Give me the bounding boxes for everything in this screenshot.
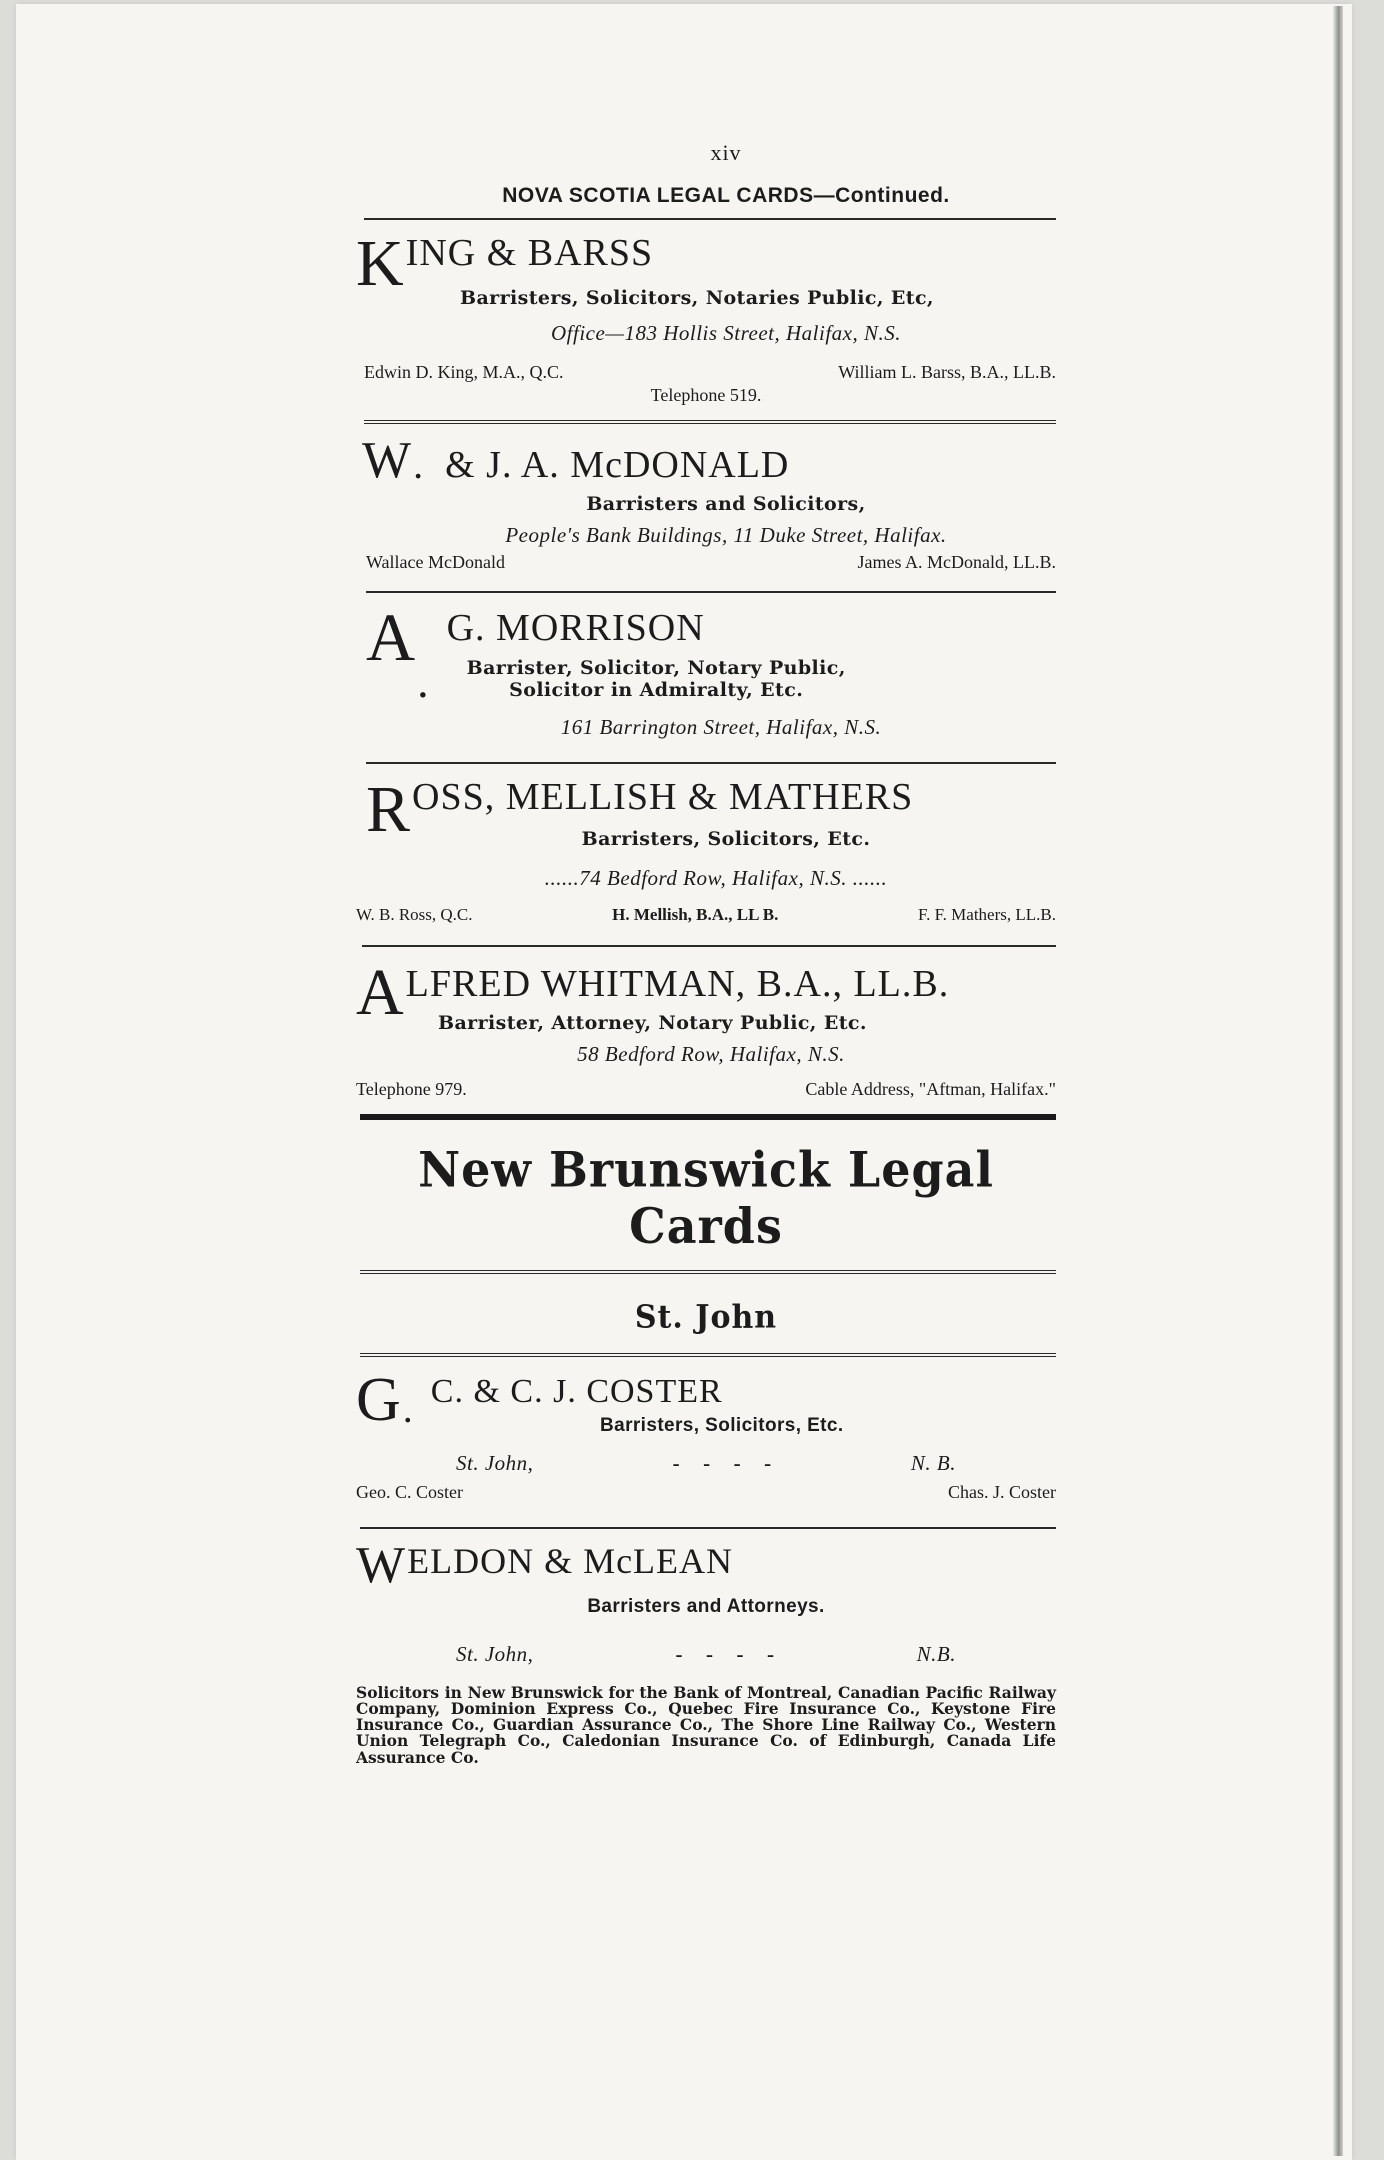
divider	[360, 1527, 1056, 1529]
firm-block	[447, 603, 846, 701]
place-dashes: - - - -	[672, 1450, 772, 1475]
firm-description: Barristers and Attorneys.	[587, 1595, 825, 1617]
city-heading: St. John	[634, 1299, 778, 1336]
firm-address: Office—183 Hollis Street, Halifax, N.S.	[550, 321, 902, 346]
partner-left: W. B. Ross, Q.C.	[356, 904, 473, 924]
place-dashes: - - - -	[675, 1641, 775, 1666]
divider	[366, 762, 1056, 764]
firm-name	[356, 1536, 1056, 1594]
firm-description: Barristers, Solicitors, Etc.	[600, 1414, 844, 1436]
firm-address: 161 Barrington Street, Halifax, N.S.	[560, 715, 882, 740]
partner-left: Geo. C. Coster	[356, 1481, 463, 1502]
nb-heading: New Brunswick Legal Cards	[418, 1141, 994, 1255]
firm-name-rest: C. & C. J. COSTER	[430, 1372, 723, 1410]
firm-description: Barristers, Solicitors, Notaries Public, Etc,	[460, 287, 934, 310]
firm-address: 58 Bedford Row, Halifax, N.S.	[577, 1041, 845, 1066]
firm-initial: A	[356, 955, 404, 1029]
contact-row	[356, 1079, 1056, 1100]
firm-name	[356, 432, 1056, 490]
initial-period: .	[417, 656, 429, 708]
card-mcdonald	[356, 432, 1056, 573]
firm-initial: W	[362, 432, 412, 490]
firm-name-rest: G. MORRISON	[446, 607, 705, 650]
firm-name-rest: & J. A. McDONALD	[445, 444, 790, 487]
telephone: Telephone 979.	[356, 1078, 467, 1099]
firm-description-1: Barrister, Solicitor, Notary Public,	[466, 657, 846, 680]
firm-address: People's Bank Buildings, 11 Duke Street, Halifax.	[505, 523, 947, 548]
telephone: Telephone 519.	[650, 385, 762, 406]
partner-names	[366, 552, 1056, 573]
firm-initial: G	[356, 1365, 401, 1434]
firm-name-rest: OSS, MELLISH & MATHERS	[412, 776, 914, 819]
section-heading: NOVA SCOTIA LEGAL CARDS—Continued.	[502, 184, 950, 207]
divider	[366, 591, 1056, 593]
divider	[364, 420, 1056, 424]
firm-initial: R	[366, 773, 411, 847]
partner-names	[356, 1482, 1056, 1503]
firm-address: ......74 Bedford Row, Halifax, N.S. ......	[544, 865, 888, 890]
clients-note: Solicitors in New Brunswick for the Bank of Montreal, Canadian Pacific Railway Company, Dominion Express Co., Quebec Fire Insurance Co., Keystone Fire Insurance Co., Guardian Assurance Co., The Shore Line Railway Co., Western Union Telegraph Co., Caledonian Insurance Co. of Edinburgh, Canada Life Assurance Co.	[356, 1682, 1056, 1767]
firm-description: Barristers, Solicitors, Etc.	[581, 827, 871, 850]
card-ross-mellish-mathers	[356, 774, 1056, 924]
initial-period: .	[413, 442, 424, 488]
page-number: xiv	[710, 140, 742, 165]
partner-left: Edwin D. King, M.A., Q.C.	[364, 362, 564, 383]
cable-address: Cable Address, "Aftman, Halifax."	[805, 1078, 1056, 1099]
partner-left: Wallace McDonald	[366, 552, 505, 573]
firm-name-rest: ELDON & McLEAN	[407, 1540, 734, 1581]
card-morrison	[356, 599, 1056, 740]
divider	[364, 218, 1056, 220]
place-row	[456, 1451, 956, 1476]
firm-initial: W	[356, 1536, 406, 1594]
divider	[360, 1270, 1056, 1274]
firm-initial: K	[356, 227, 404, 300]
place-province: N. B.	[910, 1450, 956, 1475]
place-row	[456, 1642, 956, 1667]
firm-name	[356, 599, 1056, 708]
firm-description: Barrister, Attorney, Notary Public, Etc.	[438, 1011, 867, 1034]
place-province: N.B.	[916, 1641, 956, 1666]
card-coster	[356, 1365, 1056, 1503]
firm-name-rest: LFRED WHITMAN, B.A., LL.B.	[405, 962, 950, 1005]
card-whitman	[356, 955, 1056, 1100]
firm-name-rest: ING & BARSS	[405, 232, 654, 274]
partner-mid: H. Mellish, B.A., LL B.	[612, 904, 779, 924]
page-edge	[1333, 6, 1343, 2156]
card-king-barss	[356, 227, 1056, 406]
place-city: St. John,	[456, 1450, 534, 1475]
firm-description-2: Solicitor in Admiralty, Etc.	[509, 679, 804, 702]
partner-names	[356, 905, 1056, 925]
firm-description: Barristers and Solicitors,	[586, 493, 866, 516]
partner-right: Chas. J. Coster	[948, 1481, 1056, 1502]
divider	[362, 945, 1056, 947]
divider	[360, 1353, 1056, 1357]
place-city: St. John,	[456, 1641, 534, 1666]
heavy-divider	[360, 1114, 1056, 1120]
partner-right: James A. McDonald, LL.B.	[857, 552, 1056, 573]
partner-right: William L. Barss, B.A., LL.B.	[838, 362, 1056, 383]
partner-right: F. F. Mathers, LL.B.	[917, 904, 1056, 924]
firm-initial: A	[366, 599, 416, 676]
card-weldon-mclean	[356, 1536, 1056, 1767]
initial-period: .	[402, 1385, 413, 1431]
page-content	[356, 140, 1056, 1766]
partner-names	[364, 362, 1056, 383]
